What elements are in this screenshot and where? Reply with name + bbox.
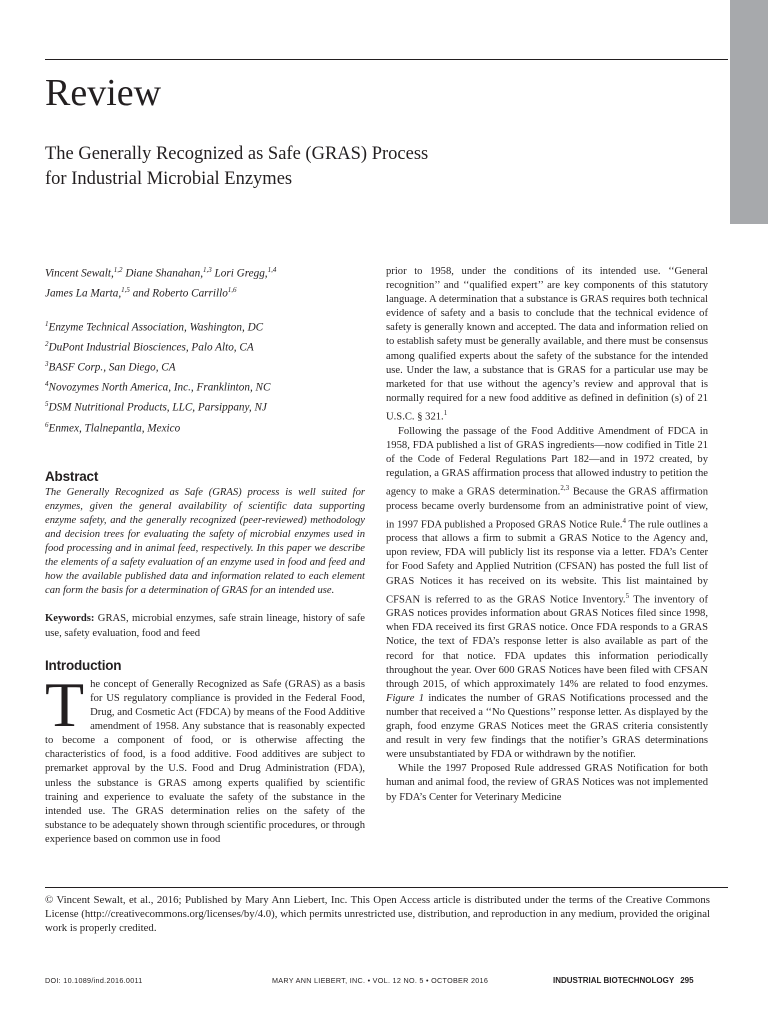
affiliation-text: Enzyme Technical Association, Washington, DC	[48, 321, 264, 334]
title-line: for Industrial Microbial Enzymes	[45, 169, 293, 189]
keywords-label: Keywords:	[45, 613, 95, 625]
abstract-heading: Abstract	[45, 468, 99, 484]
paragraph-text: prior to 1958, under the conditions of its intended use. ‘‘General recognition’’ and ‘‘qualified expert’’ are key components of this statutory language. A determination that a substance is GRAS requires both technical evidence of safety and a basis to conclude that the technical evidence of safety is generally known and accepted. The data and information relied on to establish safety must be generally available, and there must be consensus among qualified experts about the safety of the substance for the intended use. Under the law, a substance that is GRAS for a particular use may be marketed for that use without the agency’s review and approval that is normally required for a new food additive as defined in definition (s) of 21 U.S.C. § 321.	[386, 266, 708, 423]
paragraph-text: The inventory of GRAS notices provides information about GRAS Notices filed since 1998, when FDA received its first GRAS notice. Once FDA responds to a GRAS Notice, the text of FDA’s response letter is also available as part of the record for that notice. FDA updates this information periodically throughout the year. Over 600 GRAS Notices have been filed with CFSAN through 2015, of which approximately 14% are related to food enzymes.	[386, 594, 708, 690]
right-column	[386, 265, 708, 805]
paragraph	[386, 762, 708, 804]
paragraph	[386, 265, 708, 425]
citation-ref: 2,3	[560, 483, 570, 492]
introduction-heading: Introduction	[45, 657, 122, 673]
affiliation-text: Novozymes North America, Inc., Franklinton, NC	[48, 382, 271, 395]
page-number: 295	[680, 976, 694, 985]
affiliation-item	[45, 417, 365, 437]
paragraph-text: indicates the number of GRAS Notifications processed and the number that received a ‘‘No Questions’’ response letter. As displayed by the graph, food enzyme GRAS Notices meet the GRAS criteria consistently and result in very few findings that the notifier’s GRAS determinations were unsubstantiated by FDA or withdrawn by the notifier.	[386, 692, 708, 761]
author-affiliation-ref: 1,6	[227, 285, 237, 294]
affiliation-text: DSM Nutritional Products, LLC, Parsippany, NJ	[48, 402, 267, 415]
affiliation-list	[45, 316, 365, 437]
author-name: Roberto Carrillo	[152, 287, 228, 300]
paragraph-text: The rule outlines a process that allows a firm to submit a GRAS Notice to the Agency and, upon review, FDA will publicly list its response via a letter. FDA’s Center for Food Safety and Applied Nutrition (CFSAN) has posted the full list of GRAS Notices it has received on its website. This list maintained by CFSAN is referred to as the GRAS Notice Inventory.	[386, 519, 708, 606]
paragraph-text: While the 1997 Proposed Rule addressed GRAS Notification for both human and animal food, the review of GRAS Notices was not implemented by FDA’s Center for Veterinary Medicine	[386, 763, 708, 803]
section-label: Review	[45, 72, 162, 114]
author-name: Lori Gregg,	[214, 267, 268, 280]
affiliation-text: Enmex, Tlalnepantla, Mexico	[48, 422, 181, 435]
top-rule	[45, 59, 728, 60]
introduction-paragraph: he concept of Generally Recognized as Safe (GRAS) as a basis for US regulatory compliance is provided in the Federal Food, Drug, and Cosmetic Act (FDCA) by means of the Food Additive amendment of 1958. Any substance that is reasonably expected to become a component of food, or is otherwise affecting the characteristics of food, is a food additive. Food additives are subject to premarket approval by the U.S. Food and Drug Administration (FDA), unless the substance is GRAS among experts qualified by scientific training and experience to evaluate the safety of the substance in the intended use. The GRAS determination relies on the safety of the substance to be adequately shown through scientific procedures, or through experience based on common use in food	[45, 678, 365, 845]
author-name: Diane Shanahan,	[125, 267, 203, 280]
citation-ref: 1	[443, 408, 448, 417]
paragraph-text: Following the passage of the Food Additive Amendment of FDCA in 1958, FDA published a list of GRAS ingredients—now codified in Title 21 of the Code of Federal Regulations Part 182—and in 1972 created, by regulation, a GRAS affirmation process that allowed industry to petition the agency to make a GRAS determination.	[386, 425, 708, 498]
article-title	[45, 142, 605, 192]
affiliation-item	[45, 396, 365, 416]
affiliation-item	[45, 336, 365, 356]
keywords-text: GRAS, microbial enzymes, safe strain lineage, history of safe use, safety evaluation, food and feed	[45, 613, 365, 639]
title-line: The Generally Recognized as Safe (GRAS) Process	[45, 144, 429, 164]
journal-name: INDUSTRIAL BIOTECHNOLOGY	[553, 976, 675, 985]
keywords	[45, 612, 365, 640]
paragraph	[386, 425, 708, 763]
author-affiliation-ref: 1,4	[267, 266, 277, 274]
license-footnote: © Vincent Sewalt, et al., 2016; Published by Mary Ann Liebert, Inc. This Open Access article is distributed under the terms of the Creative Commons License (http://creativecommons.org/licenses/by/4.0), which permits unrestricted use, distribution, and reproduction in any medium, provided the original work is properly credited.	[45, 894, 710, 935]
author-affiliation-ref: 1,2	[113, 266, 123, 274]
affiliation-item	[45, 316, 365, 336]
side-tab	[730, 0, 768, 224]
affiliation-number: 6	[45, 420, 49, 429]
affiliation-number: 3	[45, 360, 49, 369]
affiliation-number: 2	[45, 340, 49, 349]
footnote-rule	[45, 887, 728, 888]
affiliation-item	[45, 376, 365, 396]
affiliation-number: 5	[45, 400, 49, 409]
affiliation-item	[45, 356, 365, 376]
affiliation-text: BASF Corp., San Diego, CA	[48, 361, 176, 374]
citation-ref: 5	[625, 591, 630, 600]
abstract-text: The Generally Recognized as Safe (GRAS) process is well suited for enzymes, given the general availability of scientific data supporting enzyme safety, and the generally recognized (peer-reviewed) methodology and decision trees for evaluating the safety of microbial enzymes used in food processing and in animal feed, respectively. In this paper we describe the elements of a safety evaluation of an enzyme used in food and feed and how the available published data and information related to each element can form the basis for a determination of GRAS for an intended use.	[45, 486, 365, 597]
paragraph-text: Because the GRAS affirmation process became overly burdensome from an administrative point of view, in 1997 FDA published a Proposed GRAS Notice Rule.	[386, 486, 708, 531]
author-name: Vincent Sewalt,	[45, 267, 114, 280]
affiliation-number: 1	[45, 319, 49, 328]
left-column	[45, 262, 365, 847]
author-affiliation-ref: 1,5	[121, 285, 130, 294]
footer-doi: DOI: 10.1089/ind.2016.0011	[45, 976, 143, 985]
citation-ref: 4	[622, 516, 626, 525]
author-list	[45, 262, 365, 302]
affiliation-text: DuPont Industrial Biosciences, Palo Alto, CA	[48, 341, 254, 354]
figure-link[interactable]: Figure 1	[386, 692, 425, 704]
author-affiliation-ref: 1,3	[203, 266, 212, 274]
introduction-text	[45, 668, 365, 847]
author-conjunction: and	[132, 287, 150, 300]
footer-journal	[553, 976, 694, 985]
affiliation-number: 4	[45, 380, 49, 389]
footer-publisher: MARY ANN LIEBERT, INC. • VOL. 12 NO. 5 • OCTOBER 2016	[272, 976, 489, 985]
drop-cap: T	[45, 668, 85, 740]
author-name: James La Marta,	[45, 287, 122, 300]
